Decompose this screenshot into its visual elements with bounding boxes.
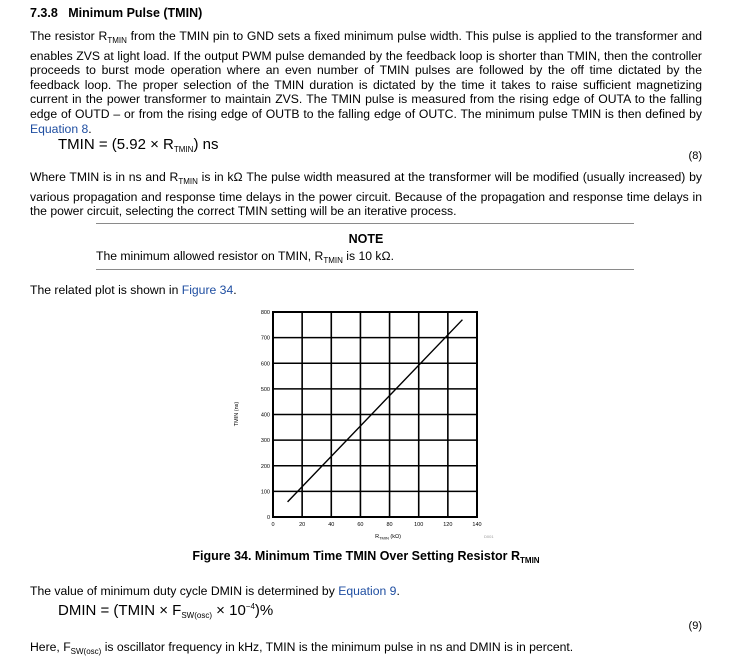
series-line-tmin [288, 320, 463, 502]
y-tick-label: 800 [260, 310, 270, 316]
figure-id: D001 [484, 534, 494, 539]
equation-8 [58, 136, 218, 154]
y-tick-label: 500 [260, 386, 270, 393]
chart-series [288, 320, 463, 502]
text: Figure 34. Minimum Time TMIN Over Setting Resistor R [192, 549, 521, 563]
y-axis-label: TMIN (ns) [234, 401, 240, 427]
text: Where TMIN is in ns and R [30, 170, 179, 184]
note-title: NOTE [348, 232, 384, 246]
figure-34-caption [0, 549, 732, 565]
note-top-rule [96, 223, 634, 224]
x-tick-label: 60 [357, 522, 364, 528]
x-tick-label: 40 [328, 522, 335, 528]
equation-subscript: TMIN [173, 145, 194, 154]
paragraph-dmin [30, 584, 400, 598]
text: Here, F [30, 640, 71, 654]
equation-text: × 10 [212, 602, 246, 619]
subscript: TMIN [178, 177, 198, 186]
equation-8-link[interactable]: Equation 8 [30, 121, 89, 136]
equation-superscript: −4 [245, 602, 255, 611]
x-axis-label-sub: TMIN [379, 535, 389, 541]
text: The resistor R [30, 29, 108, 43]
x-tick-label: 20 [299, 522, 306, 528]
figure-34-link[interactable]: Figure 34 [181, 283, 234, 297]
x-tick-label: 100 [414, 522, 424, 528]
text: from the TMIN pin to GND sets a fixed minimum pulse width. This pulse is applied to the transformer and enables ZVS at light load. If the output PWM pulse demanded by the feedback loop is shorter than TMIN, then the controller proceeds to burst mode operation where an even number of TMIN pulses are followed by the off time dictated by the feedback loop. The proper selection of the TMIN duration is dictated by the time it takes to raise sufficient magnetizing current in the power transformer to maintain ZVS. The TMIN pulse is measured from the rising edge of OUTA to the falling edge of OUTD – or from the rising edge of OUTB to the falling edge of OUTC. The minimum pulse TMIN is then defined by [30, 29, 702, 121]
y-tick-label: 100 [260, 489, 270, 496]
equation-9-link[interactable]: Equation 9 [338, 584, 397, 598]
y-tick-label: 400 [260, 412, 270, 419]
equation-text: TMIN = (5.92 × R [58, 136, 174, 153]
tmin-chart [225, 302, 510, 545]
text: . [396, 584, 400, 598]
x-tick-label: 0 [271, 522, 275, 528]
equation-9-number: (9) [688, 620, 702, 632]
x-axis-label-main: R [375, 534, 380, 540]
y-tick-label: 200 [260, 463, 270, 470]
x-axis-label-unit: (kΩ) [388, 534, 401, 540]
x-tick-label: 120 [443, 522, 453, 528]
note-text [96, 249, 394, 265]
section-heading [30, 6, 202, 20]
equation-subscript: SW(osc) [181, 611, 213, 620]
paragraph-plot-reference [30, 283, 237, 297]
y-tick-label: 0 [266, 515, 270, 521]
chart-grid [273, 312, 477, 517]
subscript: TMIN [107, 36, 127, 45]
equation-8-number: (8) [688, 150, 702, 162]
text: . [233, 283, 237, 297]
equation-text: )% [254, 602, 274, 619]
note-bottom-rule [96, 269, 634, 270]
subscript: SW(osc) [70, 647, 102, 656]
equation-text: ) ns [193, 136, 219, 153]
x-tick-label: 140 [472, 522, 482, 528]
text: is in kΩ The pulse width measured at the transformer will be modified (usually increased) by various propagation and response time delays in the power circuit. Because of the propagation and response time delays in the power circuit, selecting the correct TMIN setting will be an iterative process. [30, 170, 703, 219]
text: is oscillator frequency in kHz, TMIN is the minimum pulse in ns and DMIN is in percent. [101, 640, 574, 654]
y-tick-label: 700 [260, 335, 270, 342]
text: The value of minimum duty cycle DMIN is determined by [30, 584, 339, 598]
y-tick-label: 300 [260, 438, 270, 445]
equation-9 [58, 602, 273, 620]
paragraph-tmin-units [30, 170, 702, 219]
paragraph-fsw [30, 640, 573, 656]
equation-text: DMIN = (TMIN × F [58, 602, 182, 619]
subscript: TMIN [520, 556, 540, 565]
text: . [88, 121, 92, 136]
section-title: Minimum Pulse (TMIN) [68, 6, 203, 20]
x-axis-label [375, 534, 401, 541]
paragraph-tmin-description [30, 29, 702, 136]
subscript: TMIN [323, 256, 343, 265]
section-number: 7.3.8 [30, 6, 58, 20]
text: is 10 kΩ. [342, 249, 395, 263]
text: The minimum allowed resistor on TMIN, R [96, 249, 324, 263]
y-tick-label: 600 [260, 361, 270, 368]
text: The related plot is shown in [30, 283, 182, 297]
x-tick-label: 80 [386, 522, 393, 528]
